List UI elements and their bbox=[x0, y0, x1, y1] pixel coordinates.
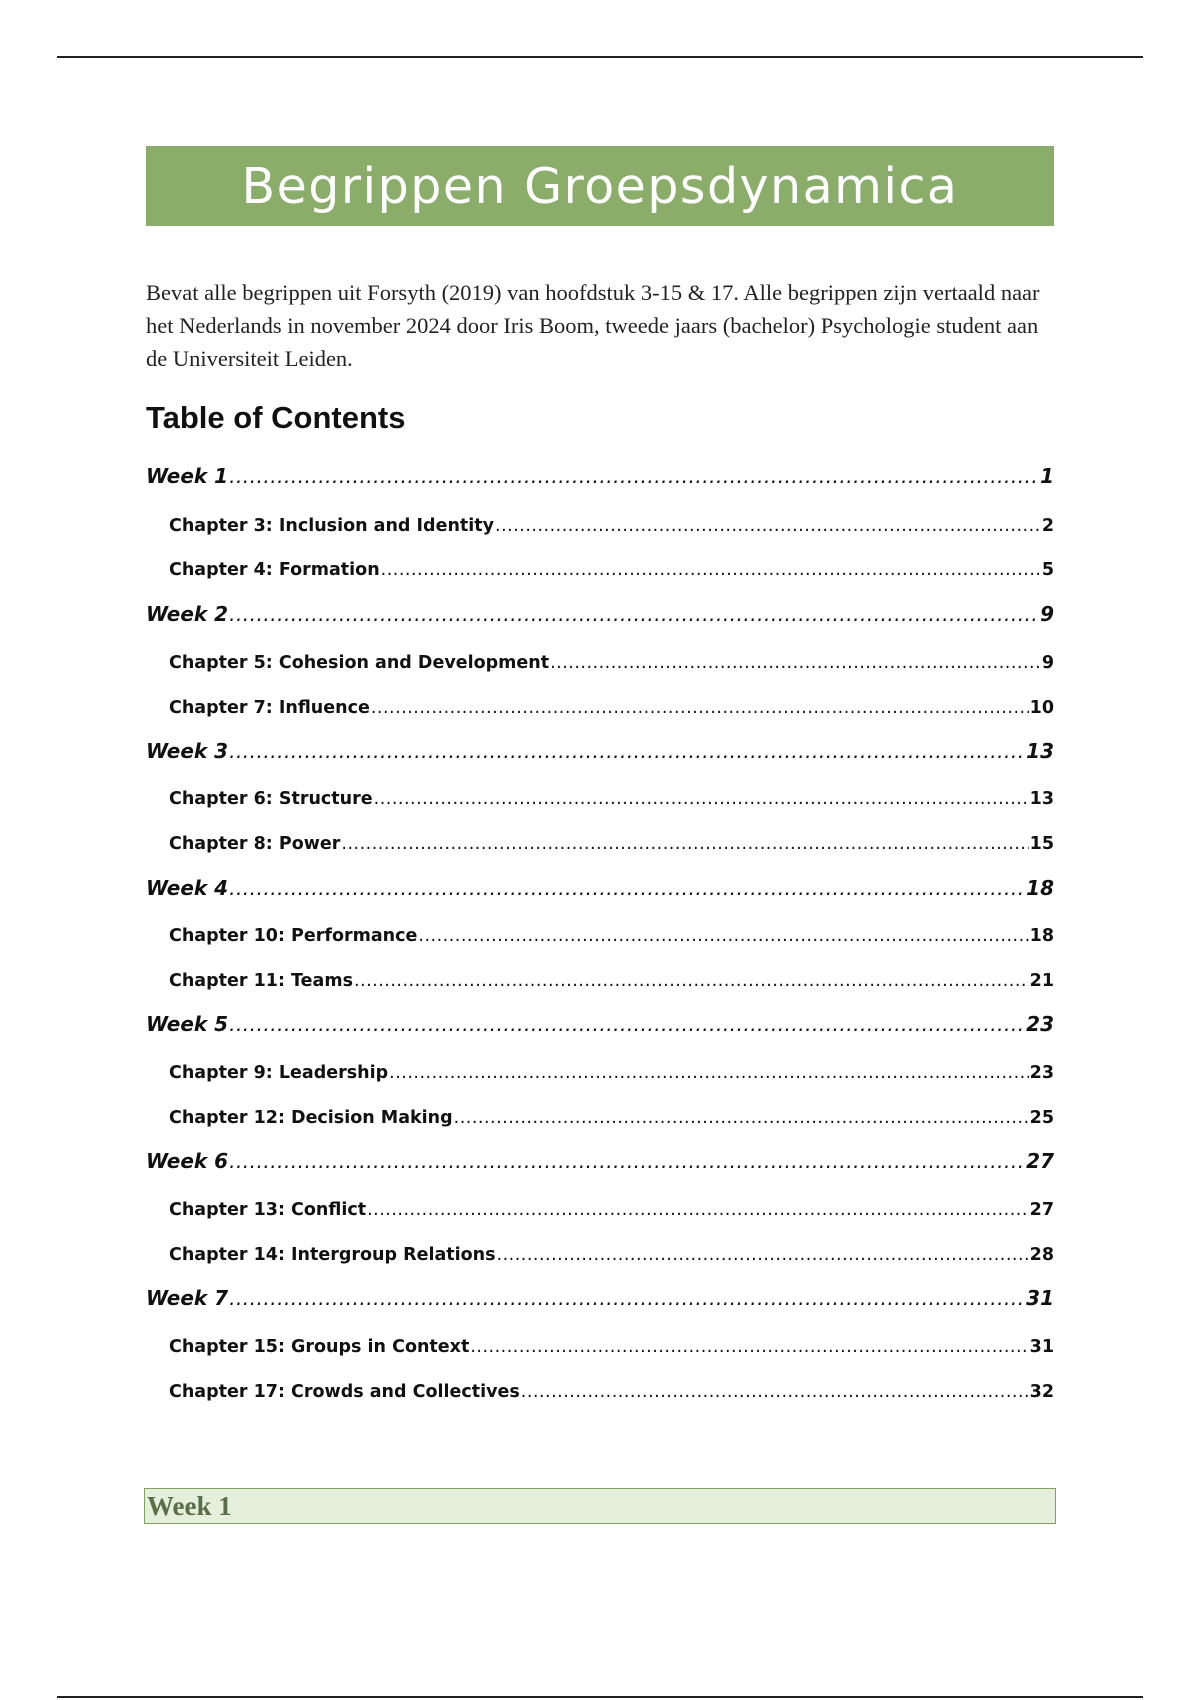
toc-entry-label: Chapter 6: Structure bbox=[169, 789, 373, 809]
toc-dot-leader bbox=[521, 1382, 1029, 1402]
toc-entry-label: Week 4 bbox=[146, 876, 229, 900]
toc-entry-label: Week 6 bbox=[146, 1149, 229, 1173]
toc-page-number: 31 bbox=[1029, 1337, 1054, 1357]
toc-dot-leader bbox=[454, 1108, 1029, 1128]
toc-page-number: 23 bbox=[1029, 1063, 1054, 1083]
toc-entry-label: Chapter 15: Groups in Context bbox=[169, 1337, 470, 1357]
toc-entry-week-3[interactable] bbox=[146, 733, 1054, 763]
toc-entry-chapter-14[interactable] bbox=[146, 1235, 1054, 1265]
toc-entry-week-4[interactable] bbox=[146, 870, 1054, 900]
toc-entry-chapter-15[interactable] bbox=[146, 1327, 1054, 1357]
toc-dot-leader bbox=[374, 789, 1029, 809]
toc-dot-leader bbox=[389, 1063, 1029, 1083]
toc-dot-leader bbox=[550, 653, 1041, 673]
toc-page-number: 18 bbox=[1026, 876, 1054, 900]
toc-entry-chapter-7[interactable] bbox=[146, 688, 1054, 718]
toc-page-number: 9 bbox=[1041, 653, 1054, 673]
toc-entry-label: Week 1 bbox=[146, 464, 229, 488]
toc-dot-leader bbox=[229, 464, 1039, 488]
toc-page-number: 31 bbox=[1026, 1286, 1054, 1310]
toc-entry-label: Chapter 17: Crowds and Collectives bbox=[169, 1382, 520, 1402]
toc-dot-leader bbox=[341, 834, 1028, 854]
toc-entry-label: Chapter 13: Conflict bbox=[169, 1200, 367, 1220]
toc-entry-label: Chapter 5: Cohesion and Development bbox=[169, 653, 550, 673]
toc-page-number: 18 bbox=[1029, 926, 1054, 946]
toc-entry-chapter-11[interactable] bbox=[146, 961, 1054, 991]
toc-entry-chapter-13[interactable] bbox=[146, 1190, 1054, 1220]
title-banner bbox=[146, 146, 1054, 226]
toc-entry-label: Chapter 4: Formation bbox=[169, 560, 380, 580]
toc-entry-label: Week 7 bbox=[146, 1286, 229, 1310]
toc-entry-label: Chapter 10: Performance bbox=[169, 926, 418, 946]
toc-page-number: 1 bbox=[1040, 464, 1054, 488]
toc-entry-chapter-5[interactable] bbox=[146, 643, 1054, 673]
document-title: Begrippen Groepsdynamica bbox=[241, 157, 959, 215]
toc-dot-leader bbox=[381, 560, 1041, 580]
toc-page-number: 27 bbox=[1026, 1149, 1054, 1173]
toc-page-number: 13 bbox=[1029, 789, 1054, 809]
toc-dot-leader bbox=[229, 1286, 1025, 1310]
toc-entry-week-6[interactable] bbox=[146, 1143, 1054, 1173]
toc-entry-chapter-12[interactable] bbox=[146, 1098, 1054, 1128]
toc-page-number: 27 bbox=[1029, 1200, 1054, 1220]
toc-entry-chapter-3[interactable] bbox=[146, 506, 1054, 536]
toc-page-number: 15 bbox=[1029, 834, 1054, 854]
toc-entry-label: Week 2 bbox=[146, 602, 229, 626]
section-heading: Week 1 bbox=[147, 1490, 232, 1521]
intro-paragraph: Bevat alle begrippen uit Forsyth (2019) van hoofdstuk 3-15 & 17. Alle begrippen zijn vertaald naar het Nederlands in november 2024 door Iris Boom, tweede jaars (bachelor) Psychologie student aan de Universiteit Leiden. bbox=[146, 280, 1040, 371]
toc-entry-chapter-6[interactable] bbox=[146, 779, 1054, 809]
toc-entry-label: Chapter 14: Intergroup Relations bbox=[169, 1245, 496, 1265]
toc-page-number: 23 bbox=[1026, 1012, 1054, 1036]
header-rule bbox=[57, 56, 1143, 58]
toc-entry-week-5[interactable] bbox=[146, 1006, 1054, 1036]
toc-page-number: 25 bbox=[1029, 1108, 1054, 1128]
section-heading-bar bbox=[144, 1488, 1056, 1524]
toc-dot-leader bbox=[367, 1200, 1029, 1220]
toc-entry-chapter-4[interactable] bbox=[146, 550, 1054, 580]
toc-entry-label: Week 3 bbox=[146, 739, 229, 763]
toc-dot-leader bbox=[371, 698, 1029, 718]
toc-page-number: 9 bbox=[1040, 602, 1054, 626]
toc-dot-leader bbox=[229, 876, 1025, 900]
toc-entry-week-1[interactable] bbox=[146, 458, 1054, 488]
toc-page-number: 28 bbox=[1029, 1245, 1054, 1265]
toc-entry-chapter-10[interactable] bbox=[146, 916, 1054, 946]
toc-page-number: 32 bbox=[1029, 1382, 1054, 1402]
toc-page-number: 5 bbox=[1041, 560, 1054, 580]
toc-heading: Table of Contents bbox=[146, 400, 406, 435]
toc-entry-label: Chapter 12: Decision Making bbox=[169, 1108, 453, 1128]
toc-entry-chapter-9[interactable] bbox=[146, 1053, 1054, 1083]
toc-dot-leader bbox=[354, 971, 1029, 991]
toc-entry-label: Chapter 3: Inclusion and Identity bbox=[169, 516, 495, 536]
toc-entry-label: Chapter 7: Influence bbox=[169, 698, 370, 718]
toc-entry-label: Chapter 8: Power bbox=[169, 834, 341, 854]
toc-dot-leader bbox=[495, 516, 1041, 536]
toc-entry-week-7[interactable] bbox=[146, 1280, 1054, 1310]
footer-rule bbox=[57, 1696, 1143, 1698]
toc-entry-week-2[interactable] bbox=[146, 596, 1054, 626]
toc-entry-label: Chapter 9: Leadership bbox=[169, 1063, 389, 1083]
toc-dot-leader bbox=[497, 1245, 1029, 1265]
toc-dot-leader bbox=[229, 602, 1039, 626]
toc-page-number: 10 bbox=[1029, 698, 1054, 718]
toc-entry-chapter-8[interactable] bbox=[146, 824, 1054, 854]
toc-entry-chapter-17[interactable] bbox=[146, 1372, 1054, 1402]
toc-entry-label: Week 5 bbox=[146, 1012, 229, 1036]
toc-page-number: 2 bbox=[1041, 516, 1054, 536]
toc-dot-leader bbox=[229, 1012, 1025, 1036]
toc-page-number: 21 bbox=[1029, 971, 1054, 991]
toc-entry-label: Chapter 11: Teams bbox=[169, 971, 353, 991]
toc-dot-leader bbox=[229, 1149, 1025, 1173]
toc-dot-leader bbox=[418, 926, 1028, 946]
toc-dot-leader bbox=[470, 1337, 1028, 1357]
toc-page-number: 13 bbox=[1026, 739, 1054, 763]
toc-dot-leader bbox=[229, 739, 1025, 763]
